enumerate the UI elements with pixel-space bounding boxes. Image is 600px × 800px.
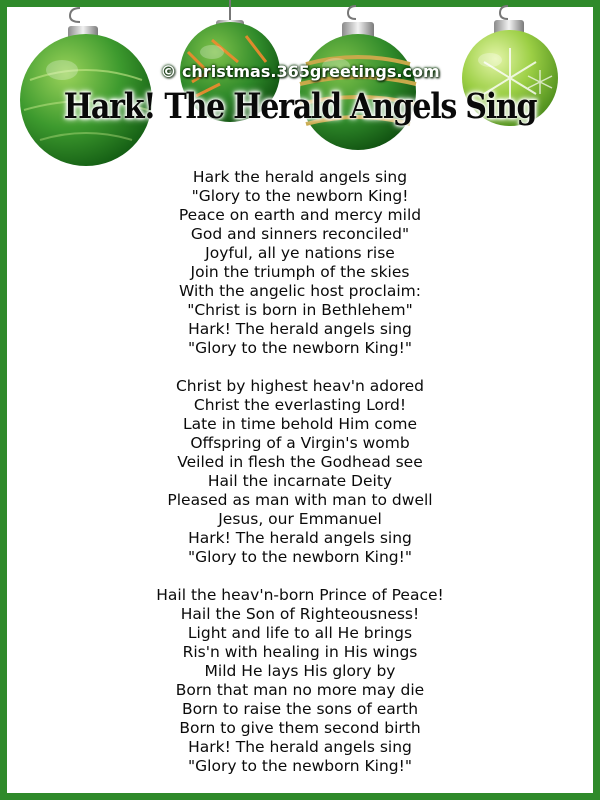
lyric-line: Light and life to all He brings <box>187 624 413 642</box>
lyric-line: Hail the Son of Righteousness! <box>180 605 420 623</box>
lyric-line: Hark! The herald angels sing <box>188 320 412 338</box>
verse-1 <box>0 168 600 358</box>
lyric-line: Born to give them second birth <box>179 719 421 737</box>
lyric-line: "Glory to the newborn King! <box>191 187 409 205</box>
lyric-line: Hark! The herald angels sing <box>188 529 412 547</box>
lyric-line: Jesus, our Emmanuel <box>218 510 382 528</box>
lyric-line: God and sinners reconciled" <box>190 225 410 243</box>
lyric-line: Offspring of a Virgin's womb <box>190 434 410 452</box>
lyric-line: Born that man no more may die <box>175 681 425 699</box>
lyric-line: Born to raise the sons of earth <box>181 700 419 718</box>
lyric-line: Veiled in flesh the Godhead see <box>177 453 423 471</box>
verse-3 <box>0 586 600 776</box>
lyric-line: Christ the everlasting Lord! <box>193 396 407 414</box>
lyric-line: Hark! The herald angels sing <box>188 738 412 756</box>
lyric-line: "Glory to the newborn King!" <box>188 548 412 566</box>
lyric-line: "Christ is born in Bethlehem" <box>187 301 413 319</box>
lyric-line: Peace on earth and mercy mild <box>178 206 422 224</box>
watermark: © christmas.365greetings.com <box>160 62 440 81</box>
lyric-line: "Glory to the newborn King!" <box>188 757 412 775</box>
lyric-line: Ris'n with healing in His wings <box>182 643 418 661</box>
lyric-line: "Glory to the newborn King!" <box>188 339 412 357</box>
lyric-line: Pleased as man with man to dwell <box>167 491 433 509</box>
lyric-line: With the angelic host proclaim: <box>179 282 421 300</box>
lyric-line: Mild He lays His glory by <box>204 662 396 680</box>
lyric-line: Join the triumph of the skies <box>190 263 410 281</box>
lyric-line: Late in time behold Him come <box>182 415 418 433</box>
lyric-line: Hail the heav'n-born Prince of Peace! <box>156 586 444 604</box>
lyric-line: Hark the herald angels sing <box>192 168 408 186</box>
page-title: Hark! The Herald Angels Sing <box>63 86 537 127</box>
lyrics <box>0 168 600 795</box>
lyric-line: Hail the incarnate Deity <box>207 472 393 490</box>
verse-2 <box>0 377 600 567</box>
lyric-line: Joyful, all ye nations rise <box>205 244 395 262</box>
ornament-decoration <box>0 0 600 170</box>
lyric-line: Christ by highest heav'n adored <box>175 377 425 395</box>
